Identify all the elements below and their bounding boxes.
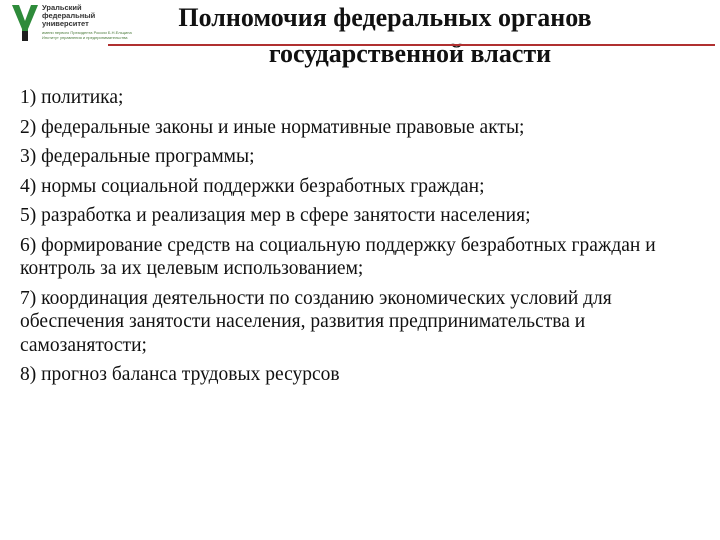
list-item: 6) формирование средств на социальную поддержку безработных граждан и контроль за их целевым использованием; [20, 234, 656, 279]
slide-title [105, 0, 665, 72]
urfu-logo-icon [10, 3, 40, 43]
logo-line-3: университет [42, 19, 89, 28]
list-item: 5) разработка и реализация мер в сфере занятости населения; [20, 205, 531, 226]
list-item: 1) политика; [20, 87, 124, 108]
list-item: 8) прогноз баланса трудовых ресурсов [20, 364, 340, 385]
logo-line-1: Уральский [42, 3, 82, 12]
list-item: 4) нормы социальной поддержки безработных граждан; [20, 175, 485, 197]
logo-line-2: федеральный [42, 11, 96, 20]
logo-sub-line-2: Институт управления и предпринимательства [42, 35, 128, 40]
list-item: 3) федеральные программы; [20, 146, 255, 167]
title-divider [108, 44, 715, 46]
logo-sub-line-1: имени первого Президента России Б.Н.Ельцина [42, 30, 132, 35]
title-line-1: Полномочия федеральных органов [178, 3, 592, 32]
list-item: 7) координация деятельности по созданию экономических условий для обеспечения занятости населения, развития предпринимательства и самозанятости; [20, 287, 612, 356]
title-line-2: государственной власти [268, 39, 552, 68]
logo-text [42, 4, 95, 28]
list-item: 2) федеральные законы и иные нормативные правовые акты; [20, 116, 525, 138]
powers-list [20, 86, 705, 393]
